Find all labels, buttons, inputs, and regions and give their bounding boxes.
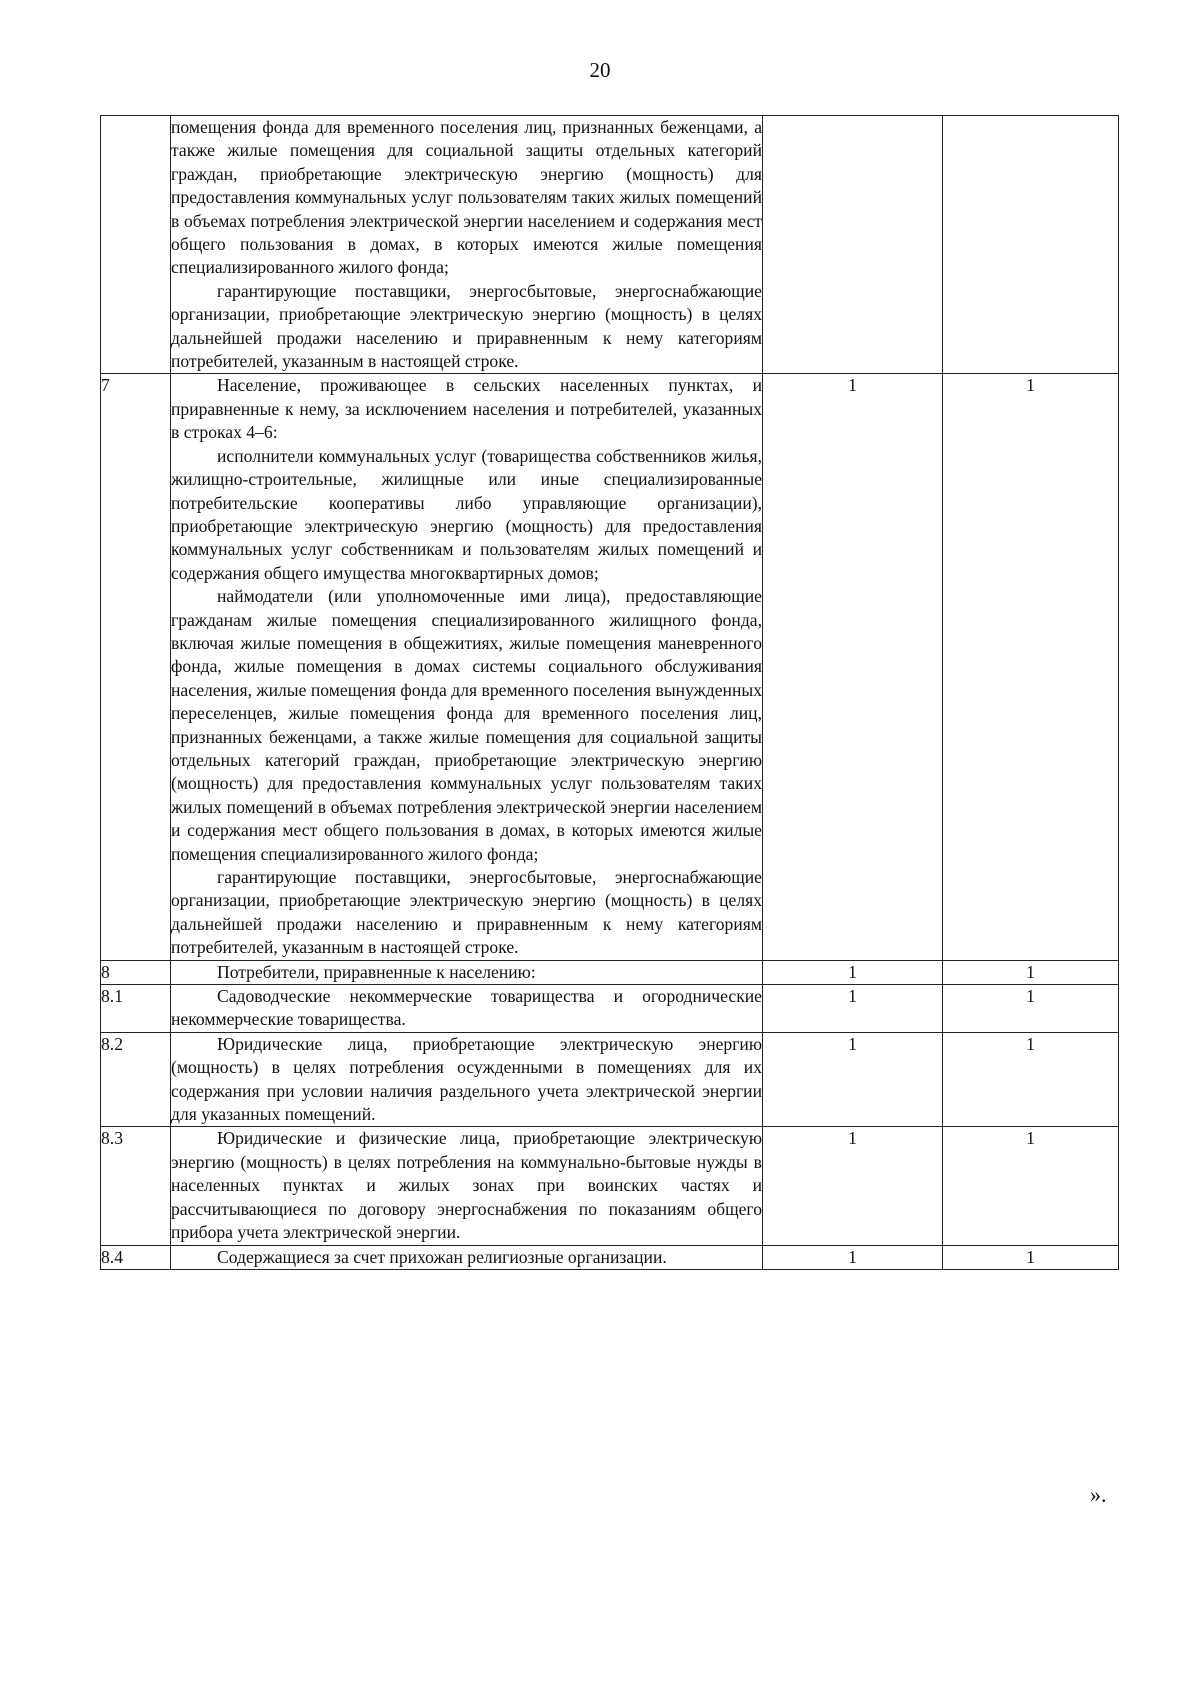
table-row [101,116,1119,374]
value-cell-col4: 1 [943,1032,1119,1127]
description-paragraph: Содержащиеся за счет прихожан религиозные организации. [217,1246,667,1267]
value-cell-col4: 1 [943,960,1119,984]
description-paragraph: Юридические лица, приобретающие электрическую энергию (мощность) в целях потребления осужденными в помещениях для их содержания при условии наличия раздельного учета электрической энергии для указанных помещений. [171,1033,762,1125]
description-paragraph: гарантирующие поставщики, энергосбытовые, энергоснабжающие организации, приобретающие электрическую энергию (мощность) в целях дальнейшей продажи населению и приравненным к нему категориям потребителей, указанным в настоящей строке. [171,867,762,958]
row-description-cell [171,960,763,984]
row-number-cell: 8 [101,960,171,984]
row-description-cell [171,985,763,1033]
value-cell-col3: 1 [763,374,943,960]
description-paragraph: Садоводческие некоммерческие товарищества и огороднические некоммерческие товарищества. [171,986,762,1030]
row-number-cell [101,116,171,374]
table-row [101,1032,1119,1127]
value-cell-col3: 1 [763,1127,943,1245]
description-paragraph: помещения фонда для временного поселения лиц, признанных беженцами, а также жилые помещения для социальной защиты отдельных категорий граждан, приобретающие электрическую энергию (мощность) для предоставления коммунальных услуг пользователям таких жилых помещений в объемах потребления электрической энергии населением и содержания мест общего пользования в домах, в которых имеются жилые помещения специализированного жилого фонда; [171,117,762,278]
row-number-cell: 8.3 [101,1127,171,1245]
tariff-table [100,115,1119,1270]
row-description-cell [171,374,763,960]
description-paragraph: Население, проживающее в сельских населенных пунктах, и приравненные к нему, за исключением населения и потребителей, указанных в строках 4–6: [171,375,762,443]
table-row [101,1245,1119,1269]
value-cell-col3: 1 [763,1032,943,1127]
row-number-cell: 7 [101,374,171,960]
description-paragraph: Потребители, приравненные к населению: [217,961,536,982]
row-number-cell: 8.2 [101,1032,171,1127]
table-row [101,985,1119,1033]
table-row [101,1127,1119,1245]
description-paragraph: наймодатели (или уполномоченные ими лица), предоставляющие гражданам жилые помещения специализированного жилищного фонда, включая жилые помещения в общежитиях, жилые помещения маневренного фонда, жилые помещения в домах системы социального обслуживания населения, жилые помещения фонда для временного поселения вынужденных переселенцев, жилые помещения фонда для временного поселения лиц, признанных беженцами, а также жилые помещения для социальной защиты отдельных категорий граждан, приобретающие электрическую энергию (мощность) для предоставления коммунальных услуг пользователям таких жилых помещений в объемах потребления электрической энергии населением и содержания мест общего пользования в домах, в которых имеются жилые помещения специализированного жилого фонда; [171,586,762,864]
description-paragraph: исполнители коммунальных услуг (товарищества собственников жилья, жилищно-строительные, жилищные или иные специализированные потребительские кооперативы либо управляющие организации), приобретающие электрическую энергию (мощность) для предоставления коммунальных услуг собственникам и пользователям жилых помещений и содержания общего имущества многоквартирных домов; [171,445,762,583]
value-cell-col4: 1 [943,1127,1119,1245]
value-cell-col3: 1 [763,985,943,1033]
value-cell-col4: 1 [943,1245,1119,1269]
value-cell-col3: 1 [763,1245,943,1269]
value-cell-col3 [763,116,943,374]
row-description-cell [171,1245,763,1269]
row-description-cell [171,1032,763,1127]
row-number-cell: 8.1 [101,985,171,1033]
description-paragraph: Юридические и физические лица, приобретающие электрическую энергию (мощность) в целях потребления на коммунально-бытовые нужды в населенных пунктах и жилых зонах при воинских частях и рассчитывающиеся по договору энергоснабжения по показаниям общего прибора учета электрической энергии. [171,1128,762,1243]
row-number-cell: 8.4 [101,1245,171,1269]
value-cell-col4: 1 [943,374,1119,960]
row-description-cell [171,116,763,374]
description-paragraph: гарантирующие поставщики, энергосбытовые, энергоснабжающие организации, приобретающие электрическую энергию (мощность) в целях дальнейшей продажи населению и приравненным к нему категориям потребителей, указанным в настоящей строке. [171,280,762,372]
value-cell-col3: 1 [763,960,943,984]
table-row [101,374,1119,960]
value-cell-col4: 1 [943,985,1119,1033]
table-row [101,960,1119,984]
closing-quote: ». [1090,1482,1107,1507]
page-number: 20 [589,58,611,82]
row-description-cell [171,1127,763,1245]
value-cell-col4 [943,116,1119,374]
